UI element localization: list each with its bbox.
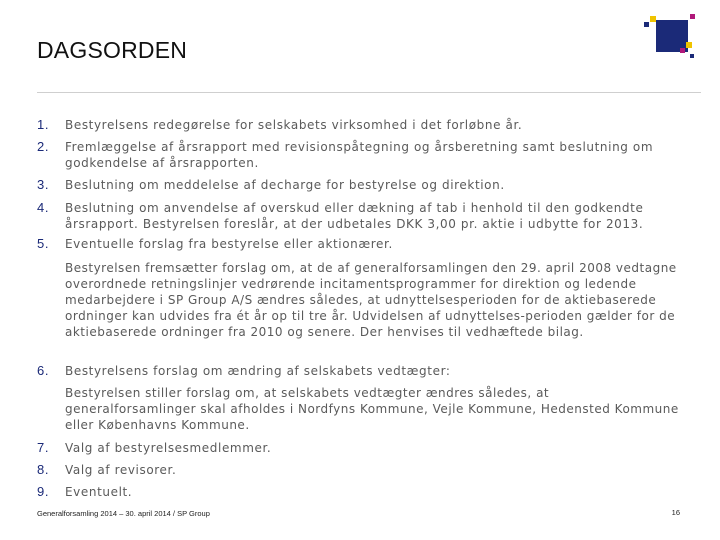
agenda-item-6 [37, 363, 677, 379]
agenda-number: 5. [37, 236, 50, 251]
slide-footer: Generalforsamling 2014 – 30. april 2014 / SP Group [37, 509, 210, 518]
agenda-text: Valg af revisorer. [65, 463, 177, 477]
agenda-text: Eventuelle forslag fra bestyrelse eller aktionærer. [65, 237, 393, 251]
agenda-text: Fremlæggelse af årsrapport med revisionspåtegning og årsberetning samt beslutning om godkendelse af årsrapporten. [65, 140, 654, 170]
agenda-item-1 [37, 117, 677, 133]
agenda-number: 9. [37, 484, 50, 499]
agenda-item-2 [37, 139, 677, 171]
agenda-item-4 [37, 200, 677, 232]
agenda-number: 7. [37, 440, 50, 455]
title-divider [37, 92, 701, 93]
agenda-subtext-5: Bestyrelsen fremsætter forslag om, at de af generalforsamlingen den 29. april 2008 vedtagne overordnede retningslinjer vedrørende incitamentsprogrammer for direktion og ledende medarbejdere i SP Group A/S ændres således, at udnyttelsesperioden for de aktiebaserede ordninger kan udvides fra ét år op til tre år. Udvidelsen af udnyttelses-perioden gælder for de aktiebaserede ordninger fra 2010 og senere. Der henvises til vedhæftede bilag. [65, 261, 677, 339]
page-number: 16 [671, 508, 680, 517]
agenda-item-8 [37, 462, 677, 478]
agenda-number: 4. [37, 200, 50, 215]
agenda-text: Beslutning om anvendelse af overskud eller dækning af tab i henhold til den godkendte årsrapport. Bestyrelsen foreslår, at der udbetales DKK 3,00 pr. aktie i udbytte for 2013. [65, 201, 644, 231]
agenda-number: 3. [37, 177, 50, 192]
agenda-number: 8. [37, 462, 50, 477]
slide-title: DAGSORDEN [37, 37, 188, 63]
agenda-number: 2. [37, 139, 50, 154]
agenda-number: 1. [37, 117, 50, 132]
agenda-item-3 [37, 177, 677, 193]
agenda-text: Bestyrelsens redegørelse for selskabets virksomhed i det forløbne år. [65, 118, 523, 132]
agenda-item-9 [37, 484, 677, 500]
agenda-text: Valg af bestyrelsesmedlemmer. [65, 441, 272, 455]
agenda-number: 6. [37, 363, 50, 378]
agenda-item-7 [37, 440, 677, 456]
sp-group-logo-icon [640, 12, 702, 62]
agenda-text: Eventuelt. [65, 485, 133, 499]
agenda-subtext-6: Bestyrelsen stiller forslag om, at selskabets vedtægter ændres således, at generalforsamlinger skal afholdes i Nordfyns Kommune, Vejle Kommune, Hedensted Kommune eller Københavns Kommune. [65, 386, 679, 432]
agenda-text: Beslutning om meddelelse af decharge for bestyrelse og direktion. [65, 178, 505, 192]
agenda-text: Bestyrelsens forslag om ændring af selskabets vedtægter: [65, 364, 451, 378]
agenda-item-5 [37, 236, 677, 252]
